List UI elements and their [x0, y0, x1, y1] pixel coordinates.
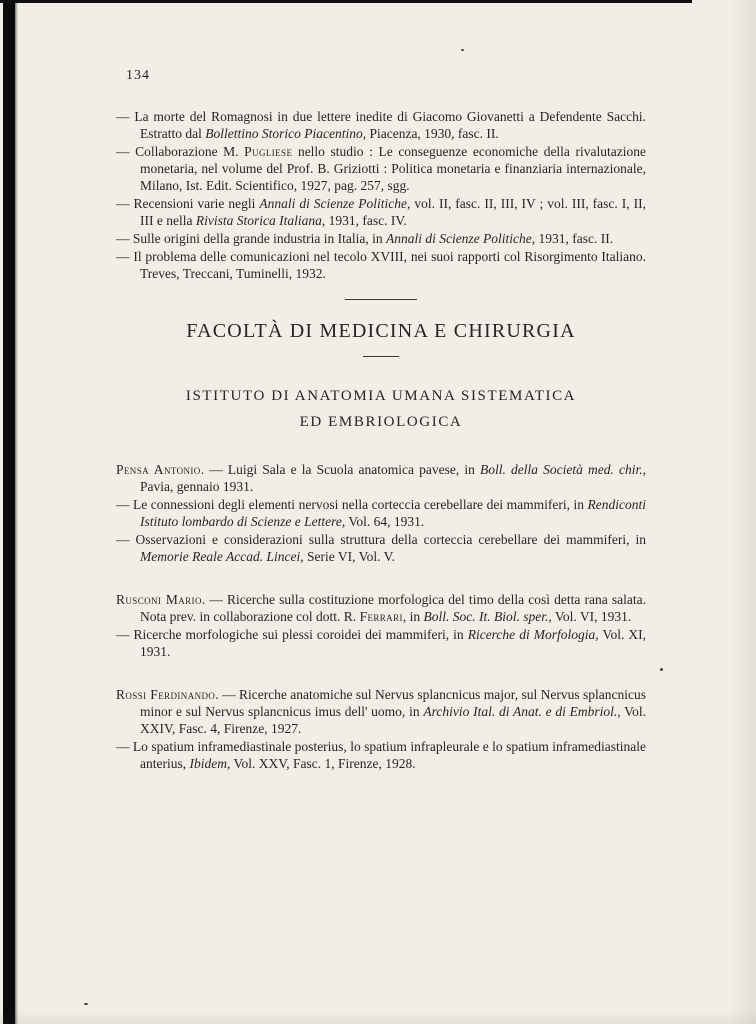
- bibliography-entry: [116, 496, 646, 530]
- top-bibliography-list: [116, 108, 646, 282]
- entry-text: — Sulle origini della grande industria in Italia, in: [116, 231, 386, 246]
- entry-text: — Lo spatium inframediastinale posterius, lo spatium infrapleurale e lo spatium inframediastinale anterius,: [116, 739, 646, 771]
- entry-text: , 1931, fasc. II.: [531, 231, 614, 246]
- faculty-heading: FACOLTÀ DI MEDICINA E CHIRURGIA: [186, 320, 576, 342]
- bibliography-entry: [116, 195, 646, 229]
- bibliography-entry: [116, 686, 646, 737]
- entry-text: , Vol. XXIV, Fasc. 4, Firenze, 1927.: [140, 704, 646, 736]
- publication-title: Annali di Scienze Politiche: [385, 231, 532, 246]
- page-content: [116, 68, 646, 773]
- bibliography-entry: [116, 461, 646, 495]
- entry-text: — Ricerche morfologiche sui plessi coroidei dei mammiferi, in: [116, 627, 468, 642]
- entry-text: . — Ricerche sulla costituzione morfologica del timo della così detta rana salata. Nota prev. in collaborazione col dott. R.: [140, 592, 646, 624]
- bibliography-entry: [116, 738, 646, 772]
- author-section: [116, 686, 646, 772]
- page-bottom-shading: [0, 1010, 756, 1024]
- author-name: Pensa Antonio: [116, 462, 201, 477]
- entry-text: , Serie VI, Vol. V.: [300, 549, 395, 564]
- publication-title: Bollettino Storico Piacentino: [205, 126, 363, 141]
- publication-title: Ricerche di Morfologia: [467, 627, 596, 642]
- entry-text: , Piacenza, 1930, fasc. II.: [362, 126, 499, 141]
- page-number: 134: [126, 68, 150, 83]
- author-sections: [116, 461, 646, 772]
- bibliography-entry: [116, 531, 646, 565]
- entry-text: , in: [402, 609, 424, 624]
- bibliography-entry: [116, 108, 646, 142]
- bibliography-entry: [116, 591, 646, 625]
- heading-divider-rule: [363, 356, 399, 357]
- entry-text: , Pavia, gennaio 1931.: [140, 462, 647, 494]
- entry-text: , 1931, fasc. IV.: [321, 213, 407, 228]
- entry-text: nello studio : Le conseguenze economiche della rivalutazione monetaria, nel volume del Prof. B. Griziotti : Politica monetaria e finanziaria internazionale, Milano, Ist. Edit. Scientifico, 1927, pag. 257, sgg.: [140, 144, 646, 193]
- institute-heading: [116, 383, 646, 435]
- entry-text: — Osservazioni e considerazioni sulla struttura della corteccia cerebellare dei mammiferi, in: [116, 532, 646, 547]
- bibliography-entry: [116, 626, 646, 660]
- author-name: Rossi Ferdinando: [116, 687, 216, 702]
- author-name: Rusconi Mario: [116, 592, 202, 607]
- entry-text: — La morte del Romagnosi in due lettere inedite di Giacomo Giovanetti a Defendente Sacchi. Estratto dal: [116, 109, 646, 141]
- entry-text: . — Ricerche anatomiche sul Nervus splancnicus major, sul Nervus splancnicus minor e sul Nervus splancnicus imus dell' uomo, in: [140, 687, 646, 719]
- publication-title: Archivio Ital. di Anat. e di Embriol.: [423, 704, 618, 719]
- section-divider-rule: [345, 299, 417, 300]
- entry-text: , Vol. XXV, Fasc. 1, Firenze, 1928.: [227, 756, 416, 771]
- publication-title: Boll. Soc. It. Biol. sper.: [423, 609, 549, 624]
- publication-title: Memorie Reale Accad. Lincei: [140, 549, 301, 564]
- scan-speck: [660, 668, 663, 671]
- book-binding-edge: [3, 0, 15, 1024]
- publication-title: Rendiconti Istituto lombardo di Scienze e Lettere: [140, 497, 646, 529]
- bibliography-entry: [116, 248, 646, 282]
- page-right-shading: [730, 0, 756, 1024]
- scan-top-edge: [0, 0, 692, 3]
- scan-speck: [461, 49, 464, 51]
- author-section: [116, 461, 646, 565]
- institute-heading-line1: ISTITUTO DI ANATOMIA UMANA SISTEMATICA: [185, 388, 577, 404]
- entry-text: , Vol. XI, 1931.: [140, 627, 646, 659]
- publication-title: Ibidem: [189, 756, 227, 771]
- entry-text: — Recensioni varie negli: [116, 196, 260, 211]
- entry-text: — Collaborazione M.: [116, 144, 245, 159]
- entry-text: . — Luigi Sala e la Scuola anatomica pavese, in: [200, 462, 480, 477]
- entry-text: — Le connessioni degli elementi nervosi nella corteccia cerebellare dei mammiferi, in: [116, 497, 588, 512]
- book-binding-edge-shadow: [15, 0, 18, 1024]
- publication-title: Rivista Storica Italiana: [195, 213, 322, 228]
- bibliography-entry: [116, 230, 646, 247]
- scan-speck: [84, 1003, 88, 1005]
- publication-title: Boll. della Società med. chir.: [479, 462, 643, 477]
- bibliography-entry: [116, 143, 646, 194]
- entry-text: , Vol. VI, 1931.: [548, 609, 632, 624]
- entry-text: , vol. II, fasc. II, III, IV ; vol. III, fasc. I, II, III e nella: [140, 196, 646, 228]
- entry-text: , Vol. 64, 1931.: [341, 514, 425, 529]
- author-name: Ferrari: [359, 609, 403, 624]
- author-section: [116, 591, 646, 660]
- author-name: Pugliese: [244, 144, 293, 159]
- entry-text: — Il problema delle comunicazioni nel tecolo XVIII, nei suoi rapporti col Risorgimento Italiano. Treves, Treccani, Tuminelli, 1932.: [116, 249, 646, 281]
- institute-heading-line2: ED EMBRIOLOGICA: [299, 414, 463, 430]
- publication-title: Annali di Scienze Politiche: [259, 196, 407, 211]
